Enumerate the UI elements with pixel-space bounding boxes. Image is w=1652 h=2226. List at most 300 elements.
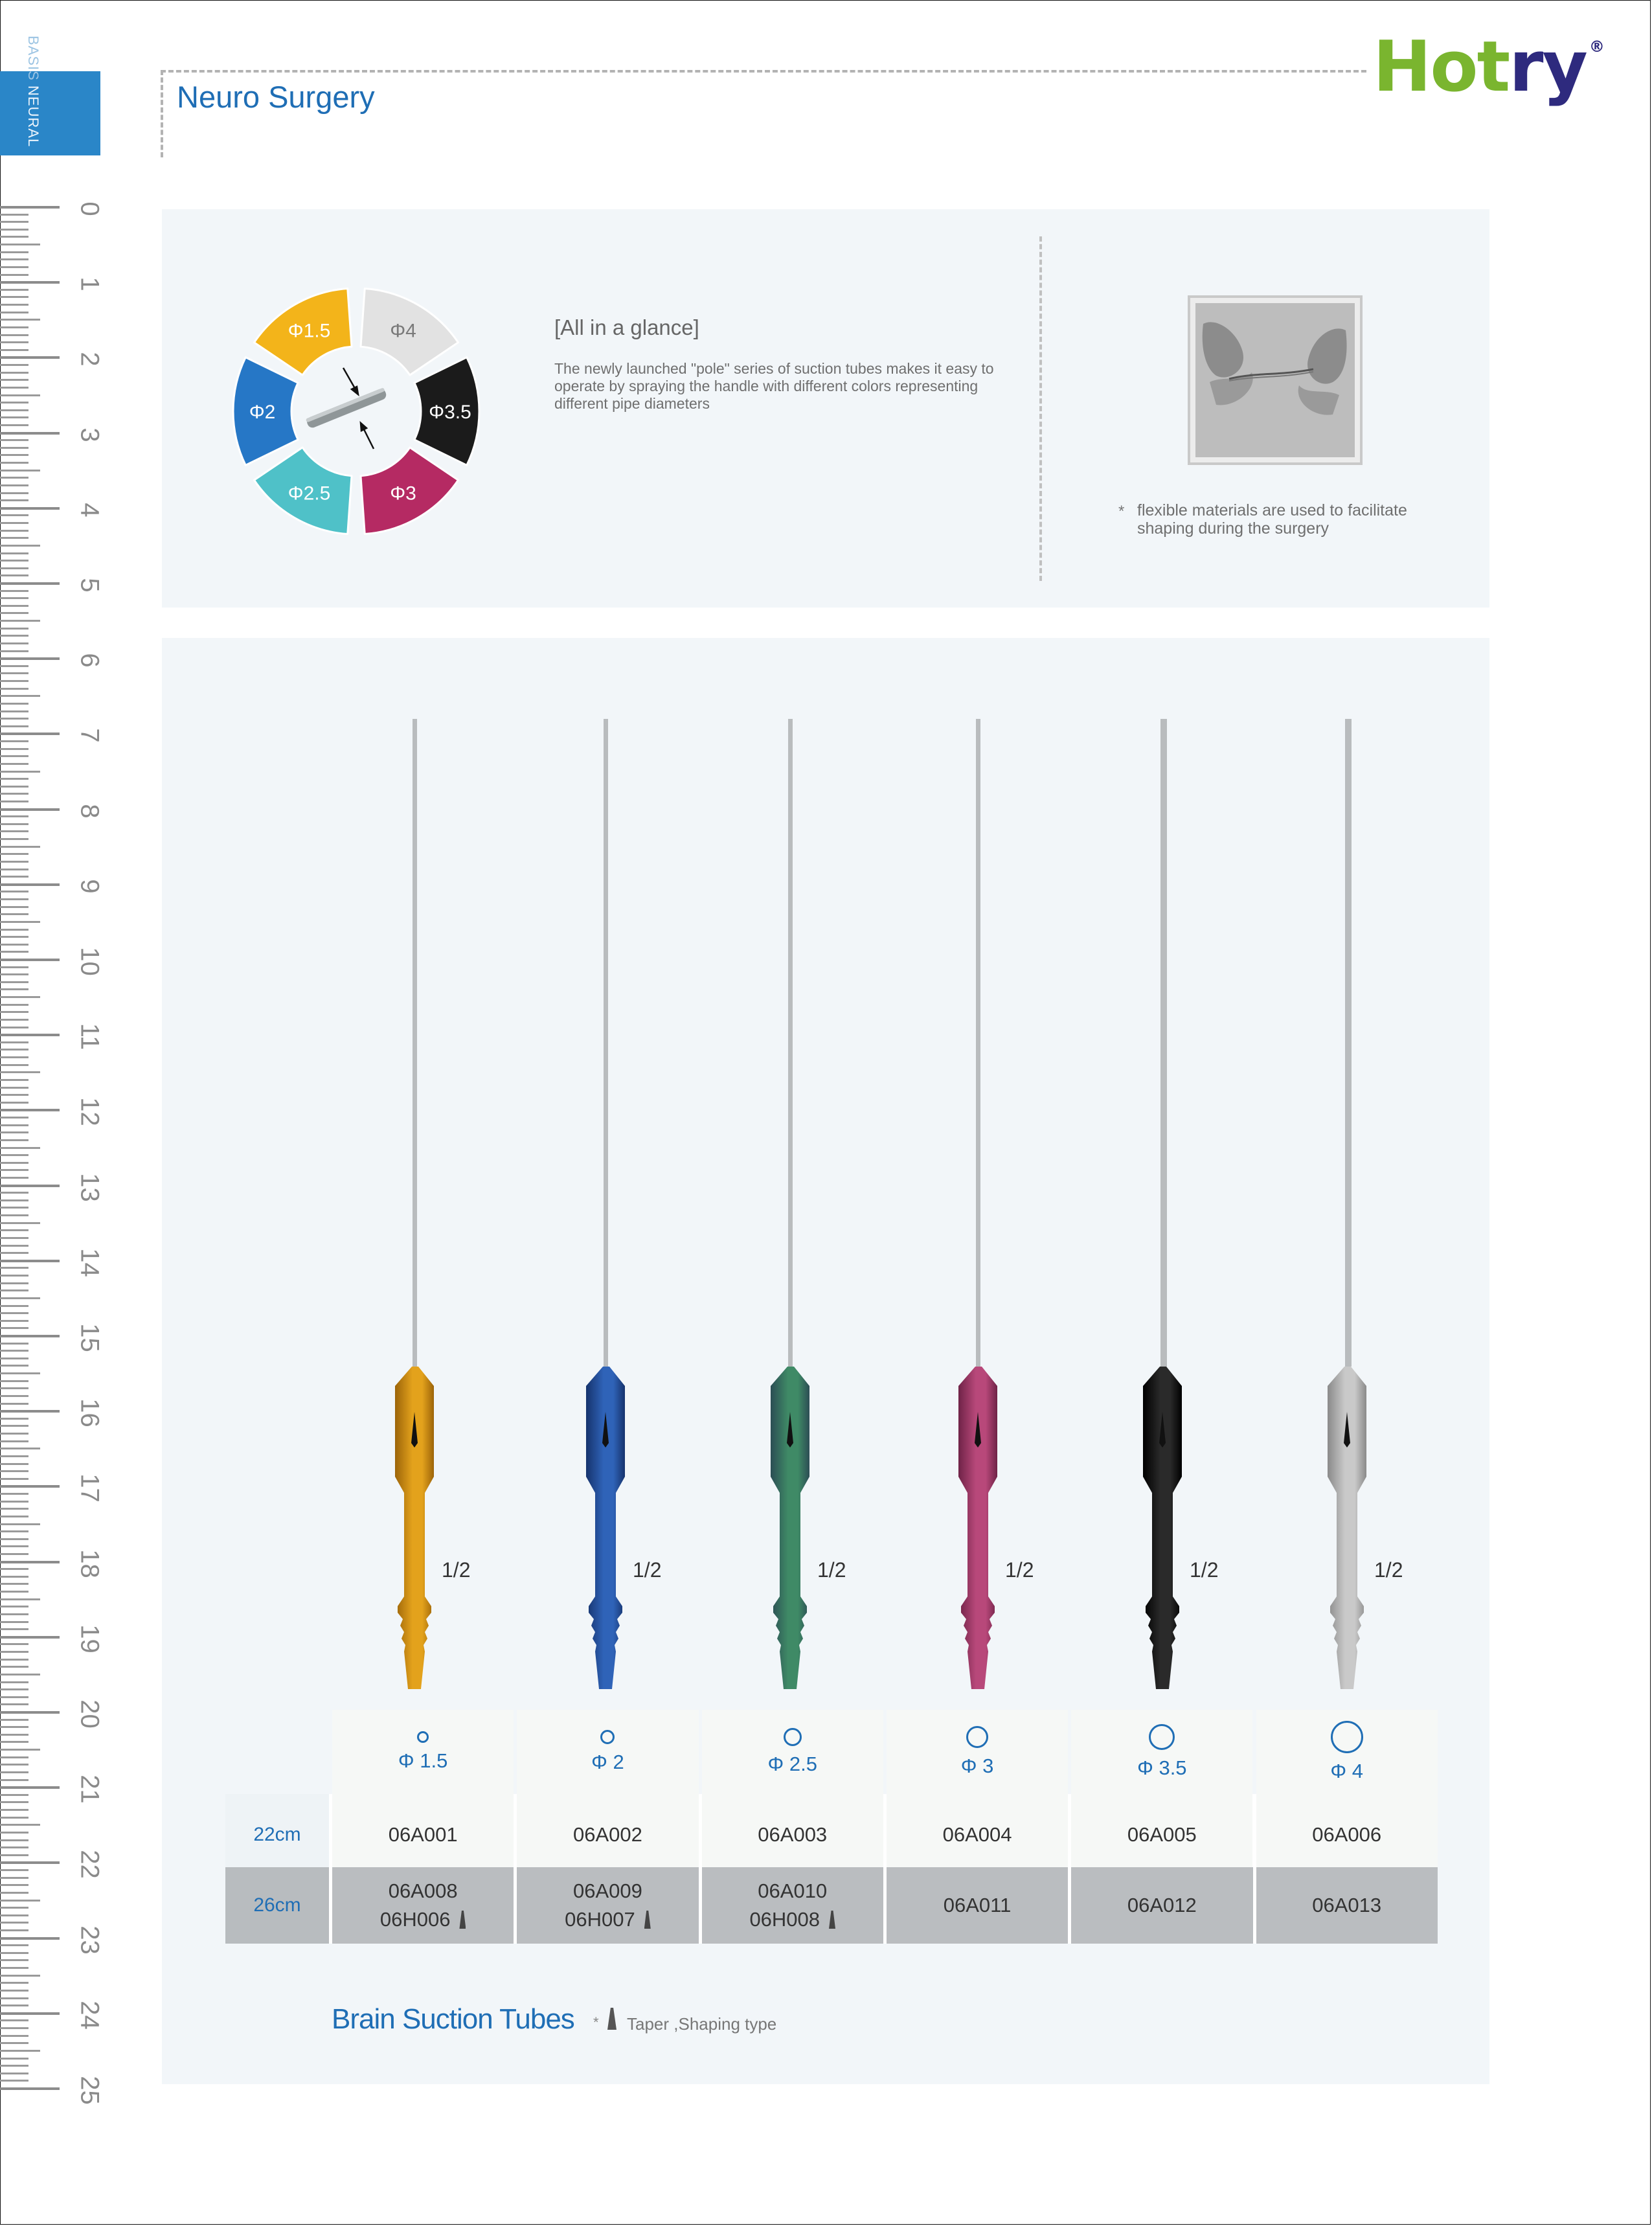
code-cell [329, 1867, 514, 1944]
taper-icon [459, 1911, 466, 1929]
code-cell [699, 1794, 883, 1875]
code-line [573, 1821, 642, 1849]
ruler-tick [0, 808, 60, 811]
ruler-tick [0, 1260, 60, 1262]
ruler-tick [0, 1741, 28, 1743]
diameter-header-cell [1253, 1710, 1438, 1794]
ruler-tick [0, 1199, 28, 1201]
ruler-tick [0, 665, 28, 667]
ruler-tick [0, 1606, 28, 1607]
ruler-tick [0, 2042, 28, 2044]
ruler-tick [0, 959, 60, 961]
ruler-tick [0, 1922, 28, 1924]
ruler-tick [0, 778, 28, 780]
ruler-tick [0, 1433, 28, 1435]
ruler-tick [0, 951, 28, 953]
ruler-tick [0, 1275, 28, 1277]
ruler-tick [0, 1937, 60, 1940]
ruler-tick [0, 1064, 28, 1066]
ruler-tick [0, 447, 28, 449]
ruler-tick [0, 372, 28, 374]
ruler-tick [0, 454, 28, 456]
ruler-tick [0, 432, 60, 435]
ruler-tick [0, 1824, 40, 1826]
diameter-circle-icon [417, 1731, 429, 1743]
ruler-tick [0, 574, 28, 576]
ruler-tick [0, 1892, 28, 1894]
ruler-tick [0, 379, 28, 381]
ruler-tick [0, 2058, 28, 2060]
brand-logo [1373, 27, 1603, 108]
diameter-header-row [225, 1710, 1431, 1794]
ruler-label: 3 [75, 427, 104, 442]
ruler-tick [0, 1914, 28, 1916]
ruler-tick [0, 2012, 60, 2015]
ruler-tick [0, 906, 28, 908]
product-name: Brain Suction Tubes [332, 2003, 574, 2035]
ruler-tick [0, 1049, 28, 1051]
ruler-tick [0, 1561, 60, 1563]
ruler-tick [0, 349, 28, 351]
ruler-tick [0, 869, 28, 870]
product-code: 06H006 [379, 1908, 451, 1931]
ruler-tick [0, 1131, 28, 1133]
product-code: 06A004 [942, 1823, 1012, 1846]
ruler-tick [0, 1576, 28, 1578]
scale-label: 1/2 [442, 1558, 471, 1582]
ruler-tick [0, 1516, 28, 1517]
ruler-tick [0, 672, 28, 674]
ruler-tick [0, 936, 28, 938]
ruler-tick [0, 1425, 28, 1427]
ruler-tick [0, 1967, 28, 1969]
ruler-tick [0, 1124, 28, 1126]
code-line [389, 1821, 458, 1849]
ruler-tick [0, 1929, 28, 1931]
ruler-tick [0, 334, 28, 336]
ruler-tick [0, 1786, 60, 1789]
wheel-segment-label: Φ1.5 [288, 320, 331, 342]
tube-shaft [788, 719, 793, 1367]
ruler-tick [0, 258, 28, 260]
ruler-tick [0, 1854, 28, 1856]
product-code: 06A002 [573, 1823, 642, 1846]
ruler-tick [0, 1583, 28, 1585]
ruler-tick [0, 582, 60, 585]
section-tab[interactable] [0, 71, 100, 155]
ruler-tick [0, 416, 28, 418]
ruler-tick [0, 1538, 28, 1540]
diameter-circle-icon [1331, 1721, 1363, 1753]
ruler-tick [0, 1011, 28, 1013]
ruler-tick [0, 1809, 28, 1811]
ruler-tick [0, 1598, 40, 1600]
code-line [758, 1877, 827, 1905]
ruler-tick [0, 530, 28, 532]
ruler-tick [0, 988, 28, 990]
ruler-label: 19 [75, 1624, 104, 1653]
tube-shaft [604, 719, 608, 1367]
ruler-tick [0, 1636, 60, 1639]
ruler-tick [0, 1470, 28, 1472]
product-code: 06A003 [758, 1823, 828, 1846]
ruler-tick [0, 214, 28, 216]
ruler-tick [0, 733, 60, 735]
ruler-label: 23 [75, 1925, 104, 1955]
ruler-tick [0, 462, 28, 464]
hands-bending-tube-image [1190, 298, 1360, 462]
ruler-tick [0, 801, 28, 802]
diameter-header-cell [514, 1710, 698, 1794]
ruler-tick [0, 229, 28, 231]
ruler-tick [0, 1952, 28, 1954]
ruler-tick [0, 477, 28, 479]
code-cell [883, 1794, 1068, 1875]
ruler-tick [0, 319, 40, 321]
ruler-tick [0, 514, 28, 516]
section-tab-label [25, 36, 41, 147]
ruler-tick [0, 1545, 28, 1547]
ruler-tick [0, 1501, 28, 1503]
ruler-tick [0, 996, 40, 998]
ruler-tick [0, 1990, 28, 1992]
code-line [943, 1821, 1012, 1849]
ruler-tick [0, 492, 28, 494]
ruler-tick [0, 1305, 28, 1307]
ruler-tick [0, 898, 28, 900]
ruler-tick [0, 763, 28, 765]
ruler-tick [0, 470, 40, 471]
photo-note-star: * [1118, 503, 1125, 520]
diameter-label: Φ 4 [1330, 1760, 1363, 1782]
ruler-tick [0, 1214, 28, 1216]
ruler-tick [0, 1297, 40, 1299]
ruler-tick [0, 1440, 28, 1442]
ruler-tick [0, 387, 28, 389]
ruler-tick [0, 206, 60, 209]
ruler-tick [0, 1312, 28, 1314]
code-cell [1068, 1794, 1252, 1875]
header-dashed-line [161, 70, 1366, 73]
product-code: 06A008 [388, 1880, 458, 1902]
ruler-tick [0, 680, 28, 682]
ruler-tick [0, 1320, 28, 1322]
ruler-label: 17 [75, 1473, 104, 1503]
ruler-tick [0, 1832, 28, 1834]
ruler-tick [0, 244, 40, 245]
ruler-tick [0, 1034, 60, 1036]
ruler-tick [0, 1282, 28, 1284]
code-cell [514, 1867, 698, 1944]
ruler-tick [0, 2065, 28, 2067]
ruler-tick [0, 921, 40, 923]
ruler-tick [0, 1749, 40, 1751]
ruler-tick [0, 402, 28, 403]
ruler-tick [0, 1395, 28, 1397]
diameter-circle-icon [1149, 1724, 1175, 1750]
ruler-tick [0, 861, 28, 863]
ruler-tick [0, 1846, 28, 1848]
ruler-tick [0, 1591, 28, 1593]
ruler-label: 4 [75, 503, 104, 517]
code-cell [1253, 1867, 1438, 1944]
ruler-tick [0, 1681, 28, 1683]
code-line [565, 1905, 651, 1934]
ruler-label: 22 [75, 1850, 104, 1880]
ruler-tick [0, 1643, 28, 1645]
logo-part-green: Hot [1373, 27, 1510, 108]
photo-note: flexible materials are used to facilitate shaping during the surgery [1137, 501, 1407, 538]
ruler-tick [0, 1907, 28, 1909]
header-dashed-corner [161, 70, 163, 157]
ruler-tick [0, 657, 60, 660]
code-cell [329, 1794, 514, 1875]
ruler-label: 24 [75, 2001, 104, 2030]
ruler-tick [0, 1229, 28, 1231]
code-cell [1253, 1794, 1438, 1875]
ruler-tick [0, 1343, 28, 1345]
ruler-tick [0, 650, 28, 652]
code-line [1312, 1891, 1381, 1920]
ruler-tick [0, 236, 28, 238]
ruler-tick [0, 1944, 28, 1946]
tube-shaft [1345, 719, 1352, 1367]
ruler-tick [0, 1289, 28, 1291]
ruler-tick [0, 1764, 28, 1766]
wheel-segment-label: Φ2.5 [288, 483, 331, 505]
ruler-tick [0, 830, 28, 832]
ruler-tick [0, 1959, 28, 1961]
ruler-tick [0, 1463, 28, 1465]
ruler-tick [0, 1553, 28, 1555]
ruler-tick [0, 289, 28, 291]
ruler-tick [0, 1568, 28, 1570]
code-cell [514, 1794, 698, 1875]
ruler-tick [0, 1087, 28, 1089]
ruler-tick [0, 1071, 40, 1073]
diameter-label: Φ 3 [960, 1755, 994, 1777]
ruler-tick [0, 1162, 28, 1164]
product-code: 06A012 [1127, 1894, 1197, 1916]
ruler-tick [0, 356, 60, 359]
ruler-tick [0, 1771, 28, 1773]
ruler-tick [0, 1839, 28, 1841]
ruler-tick [0, 1508, 28, 1510]
ruler-tick [0, 1756, 28, 1758]
ruler-tick [0, 1102, 28, 1104]
suction-tubes-illustration [363, 712, 1431, 1697]
ruler-tick [0, 1779, 28, 1781]
ruler-tick [0, 1659, 28, 1661]
suction-tube [395, 719, 470, 1689]
ruler-tick [0, 748, 28, 750]
wheel-segment-label: Φ3.5 [429, 402, 471, 423]
ruler-tick [0, 1185, 60, 1187]
ruler-tick [0, 1410, 60, 1413]
ruler-tick [0, 1192, 28, 1194]
ruler-label: 18 [75, 1549, 104, 1578]
ruler-tick [0, 1117, 28, 1119]
ruler-tick [0, 1056, 28, 1058]
ruler-tick [0, 703, 28, 705]
ruler-tick [0, 1711, 60, 1714]
suction-tube [771, 719, 846, 1689]
ruler-tick [0, 695, 40, 697]
ruler-tick [0, 2073, 28, 2074]
wheel-segment-label: Φ3 [390, 483, 416, 505]
ruler-tick [0, 883, 60, 886]
diameter-circle-icon [600, 1730, 615, 1744]
ruler-label: 25 [75, 2076, 104, 2105]
ruler-label: 13 [75, 1172, 104, 1202]
ruler-tick [0, 1493, 28, 1495]
diameter-header-cell [1068, 1710, 1252, 1794]
ruler-tick [0, 793, 28, 795]
ruler-tick [0, 1696, 28, 1698]
diameter-label: Φ 2.5 [767, 1753, 817, 1775]
tube-shaft [1160, 719, 1167, 1367]
ruler-tick [0, 1267, 28, 1269]
footer-note-star: * [593, 2014, 599, 2030]
flexible-tube-photo [1188, 295, 1363, 465]
ruler-tick [0, 605, 28, 607]
code-line [1127, 1891, 1197, 1920]
ruler-label: 21 [75, 1775, 104, 1804]
ruler-label: 16 [75, 1398, 104, 1427]
footer-note: Taper ,Shaping type [627, 2014, 777, 2034]
ruler-tick [0, 1975, 40, 1977]
ruler-tick [0, 1674, 40, 1675]
ruler-tick [0, 1079, 28, 1081]
ruler-tick [0, 304, 28, 306]
ruler-tick [0, 1861, 60, 1864]
ruler-tick [0, 560, 28, 562]
ruler-tick [0, 786, 28, 788]
ruler-tick [0, 1169, 28, 1171]
code-line [749, 1905, 835, 1934]
diameter-header-cell [329, 1710, 514, 1794]
ruler-tick [0, 1403, 28, 1405]
ruler-label: 7 [75, 728, 104, 744]
tube-icon [306, 387, 388, 429]
ruler-tick [0, 891, 28, 892]
ruler-tick [0, 281, 60, 284]
ruler-tick [0, 929, 28, 931]
diameter-circle-icon [966, 1726, 988, 1748]
ruler-tick [0, 1041, 28, 1043]
product-code: 06A001 [388, 1823, 458, 1846]
product-code: 06A010 [758, 1880, 828, 1902]
ruler-tick [0, 740, 28, 742]
ruler-tick [0, 2027, 28, 2029]
diameter-label: Φ 1.5 [398, 1749, 448, 1772]
ruler-label: 8 [75, 803, 104, 819]
ruler-tick [0, 853, 28, 855]
ruler-tick [0, 1997, 28, 1999]
ruler-tick [0, 1621, 28, 1623]
ruler-tick [0, 628, 28, 630]
ruler-tick [0, 1900, 40, 1902]
ruler-tick [0, 710, 28, 712]
ruler-tick [0, 1327, 28, 1329]
ruler-tick [0, 266, 28, 268]
ruler-tick [0, 1237, 28, 1239]
ruler-tick [0, 1801, 28, 1803]
ruler-tick [0, 1335, 60, 1337]
code-cell [1068, 1867, 1252, 1944]
product-code: 06H007 [565, 1908, 635, 1931]
ruler-tick [0, 635, 28, 637]
ruler-tick [0, 2019, 28, 2021]
ruler-tick [0, 1177, 28, 1179]
code-cell [883, 1867, 1068, 1944]
suction-tube [1328, 719, 1403, 1689]
ruler-tick [0, 394, 40, 396]
code-line [944, 1891, 1012, 1920]
ruler-tick [0, 507, 60, 510]
ruler-tick [0, 1884, 28, 1886]
code-line [573, 1877, 642, 1905]
color-diameter-wheel [227, 275, 486, 547]
ruler-tick [0, 364, 28, 366]
ruler-tick [0, 1109, 60, 1111]
ruler-tick [0, 537, 28, 539]
ruler-tick [0, 612, 28, 614]
ruler-tick [0, 1380, 28, 1382]
ruler-tick [0, 409, 28, 411]
ruler [0, 194, 104, 2137]
ruler-tick [0, 815, 28, 817]
code-line [1127, 1821, 1197, 1849]
ruler-tick [0, 1613, 28, 1615]
ruler-label: 2 [75, 352, 104, 367]
suction-tube [958, 719, 1034, 1689]
ruler-label: 5 [75, 578, 104, 593]
ruler-label: 11 [75, 1023, 104, 1051]
ruler-tick [0, 1877, 28, 1879]
ruler-label: 10 [75, 947, 104, 976]
ruler-tick [0, 1485, 60, 1488]
ruler-tick [0, 981, 28, 983]
ruler-tick [0, 1726, 28, 1728]
ruler-tick [0, 1019, 28, 1021]
ruler-tick [0, 2035, 28, 2037]
ruler-tick [0, 522, 28, 524]
ruler-tick [0, 552, 28, 554]
product-code: 06A005 [1127, 1823, 1197, 1846]
ruler-tick [0, 1651, 28, 1653]
diameter-header-cell [699, 1710, 883, 1794]
ruler-tick [0, 771, 40, 773]
ruler-tick [0, 718, 28, 720]
ruler-tick [0, 1387, 28, 1389]
code-cell [699, 1867, 883, 1944]
scale-label: 1/2 [817, 1558, 846, 1582]
tube-shaft [413, 719, 417, 1367]
ruler-tick [0, 545, 40, 547]
product-code: 06A006 [1312, 1823, 1382, 1846]
ruler-label: 6 [75, 653, 104, 668]
taper-icon [829, 1911, 835, 1929]
logo-part-blue: ry [1509, 27, 1587, 108]
ruler-tick [0, 499, 28, 501]
ruler-tick [0, 1703, 28, 1705]
scale-label: 1/2 [1005, 1558, 1034, 1582]
ruler-tick [0, 755, 28, 757]
ruler-tick [0, 2050, 40, 2052]
ruler-tick [0, 1365, 28, 1367]
ruler-label: 1 [75, 277, 104, 291]
